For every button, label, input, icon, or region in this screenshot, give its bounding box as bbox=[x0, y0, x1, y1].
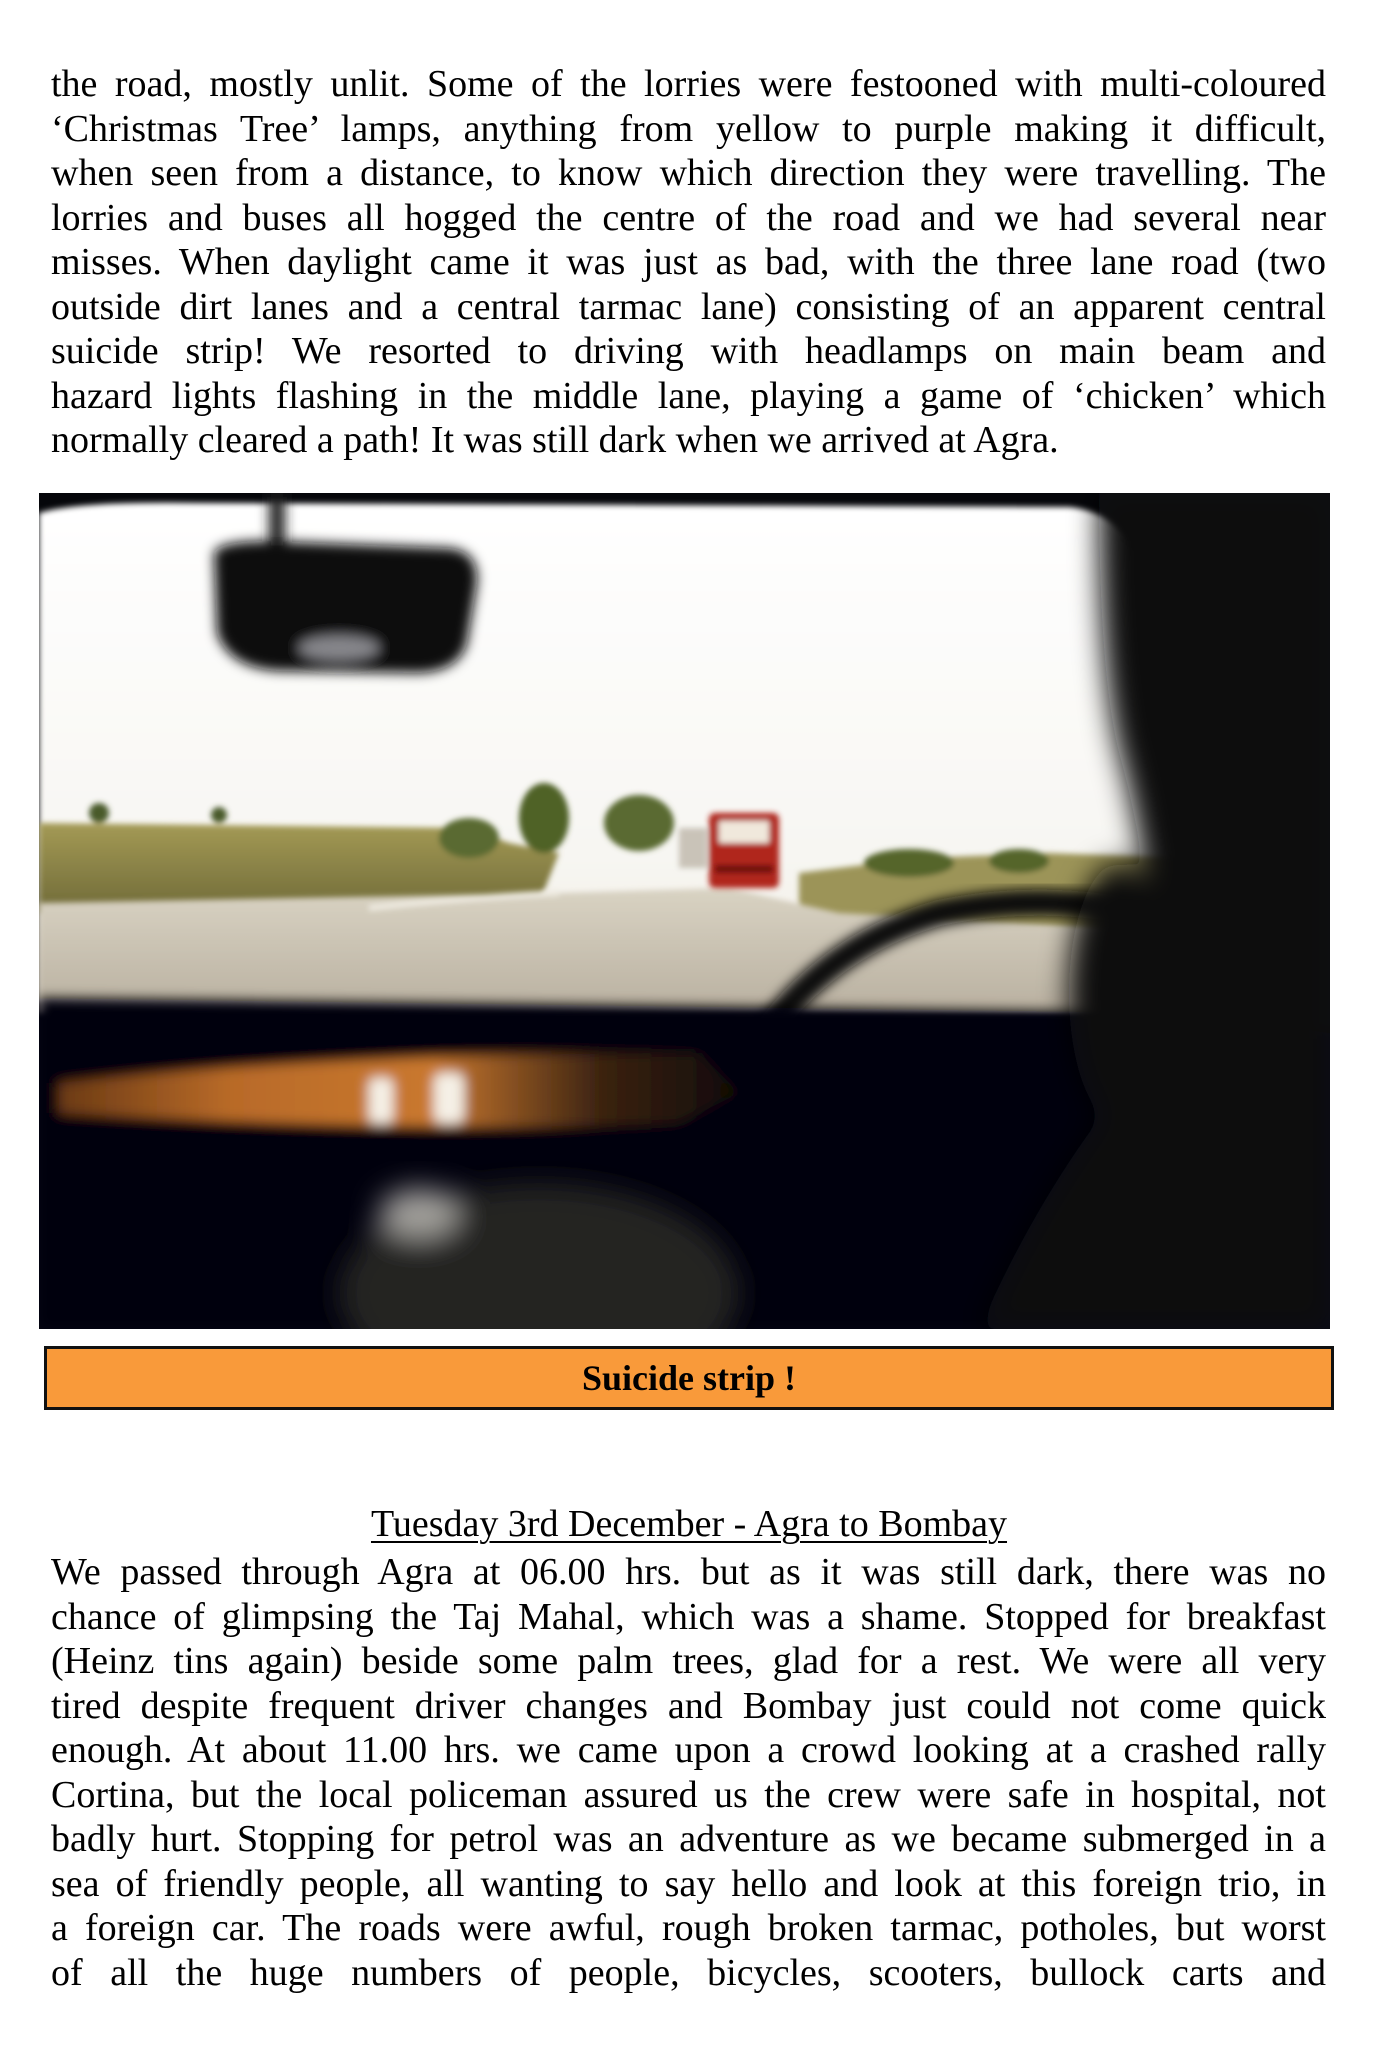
text-line: We passed through Agra at 06.00 hrs. but as it was still dark, there was no bbox=[51, 1551, 1326, 1593]
photo-illustration bbox=[39, 493, 1330, 1329]
text-line: suicide strip! We resorted to driving with headlamps on main beam and bbox=[51, 330, 1326, 372]
windscreen-photo bbox=[39, 493, 1330, 1329]
text-line: a foreign car. The roads were awful, rough broken tarmac, potholes, but worst bbox=[51, 1907, 1326, 1949]
text-line: misses. When daylight came it was just as bad, with the three lane road (two bbox=[51, 241, 1326, 283]
text-line: Cortina, but the local policeman assured us the crew were safe in hospital, not bbox=[51, 1773, 1326, 1816]
text-line: enough. At about 11.00 hrs. we came upon a crowd looking at a crashed rally bbox=[51, 1729, 1326, 1771]
text-line: sea of friendly people, all wanting to say hello and look at this foreign trio, in bbox=[51, 1862, 1326, 1905]
text-line: lorries and buses all hogged the centre of the road and we had several near bbox=[51, 196, 1326, 239]
text-line: (Heinz tins again) beside some palm trees, glad for a rest. We were all very bbox=[51, 1640, 1326, 1682]
photo-caption: Suicide strip ! bbox=[581, 1358, 796, 1398]
text-line: of all the huge numbers of people, bicycles, scooters, bullock carts and bbox=[51, 1951, 1326, 1994]
top-paragraph bbox=[51, 62, 1326, 463]
text-line: hazard lights flashing in the middle lane, playing a game of ‘chicken’ which bbox=[51, 374, 1326, 417]
text-line: outside dirt lanes and a central tarmac lane) consisting of an apparent central bbox=[51, 285, 1326, 328]
bottom-paragraph bbox=[51, 1550, 1326, 1995]
text-line: normally cleared a path! It was still dark when we arrived at Agra. bbox=[51, 419, 1059, 461]
text-line: ‘Christmas Tree’ lamps, anything from yellow to purple making it difficult, bbox=[51, 107, 1326, 150]
text-line: tired despite frequent driver changes and Bombay just could not come quick bbox=[51, 1684, 1326, 1727]
text-line: when seen from a distance, to know which direction they were travelling. The bbox=[51, 152, 1326, 194]
section-heading bbox=[0, 1502, 1378, 1546]
photo-caption-box bbox=[44, 1346, 1334, 1410]
text-line: badly hurt. Stopping for petrol was an adventure as we became submerged in a bbox=[51, 1818, 1326, 1860]
section-heading-text: Tuesday 3rd December - Agra to Bombay bbox=[370, 1503, 1008, 1545]
text-line: chance of glimpsing the Taj Mahal, which was a shame. Stopped for breakfast bbox=[51, 1595, 1326, 1638]
text-line: the road, mostly unlit. Some of the lorries were festooned with multi-coloured bbox=[51, 63, 1326, 105]
